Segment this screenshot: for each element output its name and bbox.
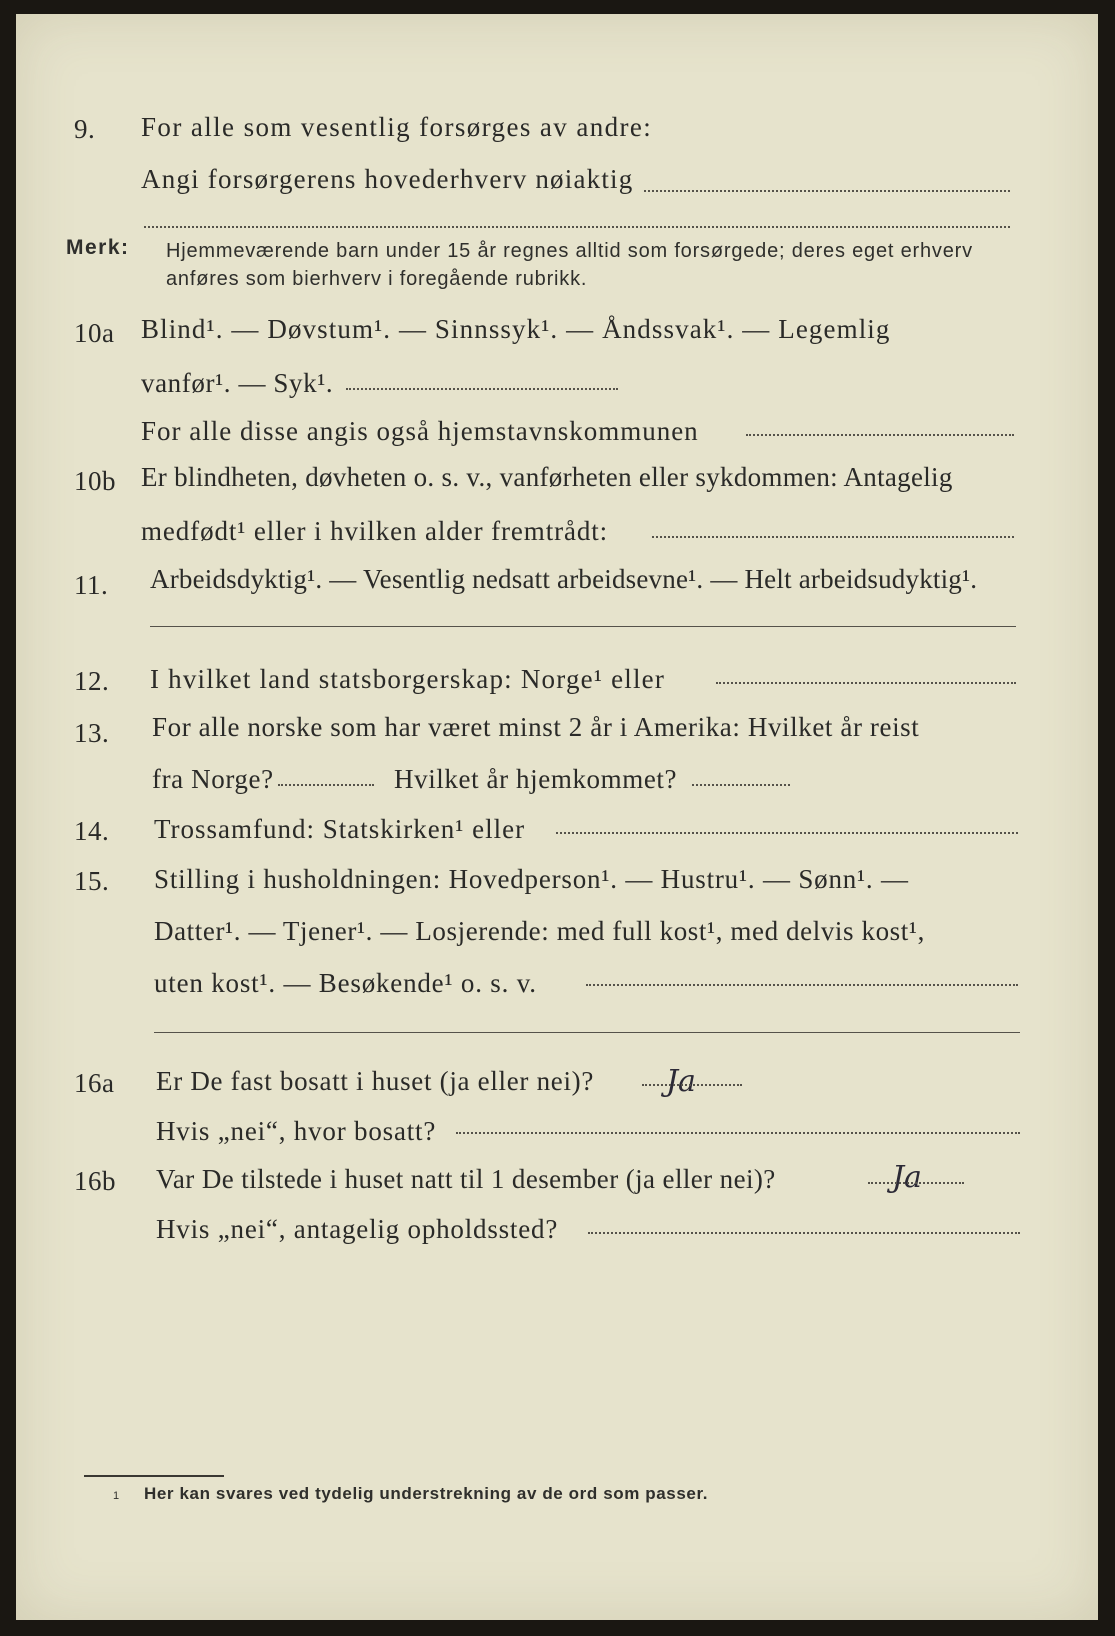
census-form-page xyxy=(16,14,1098,1620)
q13-line2a: fra Norge? xyxy=(152,764,274,794)
q10a-line1: Blind¹. — Døvstum¹. — Sinnssyk¹. — Åndssvak¹. — Legemlig xyxy=(141,314,891,344)
q11-answer-field[interactable] xyxy=(150,626,1016,627)
q15-number: 15. xyxy=(74,866,110,896)
q10b-answer-field[interactable] xyxy=(652,536,1014,538)
q10a-answer-field[interactable] xyxy=(346,388,618,390)
q16b-line1: Var De tilstede i huset natt til 1 desember (ja eller nei)? xyxy=(156,1164,776,1194)
merk-note-line2: anføres som bierhverv i foregående rubrikk. xyxy=(166,268,588,290)
q14-answer-field[interactable] xyxy=(556,832,1018,834)
q13-reist-field[interactable] xyxy=(278,784,374,786)
q10a-hjemstavn-field[interactable] xyxy=(746,434,1014,436)
merk-note-line1: Hjemmeværende barn under 15 år regnes alltid som forsørgede; deres eget erhverv xyxy=(166,240,973,262)
q16a-answer-field[interactable] xyxy=(642,1084,742,1086)
q12-line1: I hvilket land statsborgerskap: Norge¹ eller xyxy=(150,664,666,694)
q15-answer-field-2[interactable] xyxy=(154,1032,1020,1033)
q12-number: 12. xyxy=(74,666,110,696)
footnote-rule xyxy=(84,1475,224,1477)
q9-subquestion: Angi forsørgerens hovederhverv nøiaktig xyxy=(141,164,634,194)
q13-line1: For alle norske som har været minst 2 år i Amerika: Hvilket år reist xyxy=(152,712,920,742)
q10b-line2: medfødt¹ eller i hvilken alder fremtrådt: xyxy=(141,516,609,546)
q10a-number: 10a xyxy=(74,318,115,348)
q16b-opholdssted-field[interactable] xyxy=(588,1232,1020,1234)
q13-number: 13. xyxy=(74,718,110,748)
q13-hjemkommet-field[interactable] xyxy=(692,784,790,786)
q16b-handwritten-answer: Ja xyxy=(892,1160,922,1195)
q11-number: 11. xyxy=(74,570,109,600)
q15-line2: Datter¹. — Tjener¹. — Losjerende: med full kost¹, med delvis kost¹, xyxy=(154,916,925,946)
q9-number: 9. xyxy=(74,114,96,144)
q9-answer-field-2[interactable] xyxy=(144,226,1010,228)
q16b-number: 16b xyxy=(74,1166,116,1196)
q14-number: 14. xyxy=(74,816,110,846)
q14-line1: Trossamfund: Statskirken¹ eller xyxy=(154,814,526,844)
merk-label: Merk: xyxy=(66,236,130,259)
q13-line2b: Hvilket år hjemkommet? xyxy=(394,764,678,794)
q16a-bosatt-field[interactable] xyxy=(456,1132,1020,1134)
q15-line3: uten kost¹. — Besøkende¹ o. s. v. xyxy=(154,968,537,998)
q16a-line2: Hvis „nei“, hvor bosatt? xyxy=(156,1116,437,1146)
q15-line1: Stilling i husholdningen: Hovedperson¹. — Hustru¹. — Sønn¹. — xyxy=(154,864,909,894)
q10a-line3: For alle disse angis også hjemstavnskommunen xyxy=(141,416,699,446)
q10b-number: 10b xyxy=(74,466,116,496)
q16a-number: 16a xyxy=(74,1068,115,1098)
q11-line1: Arbeidsdyktig¹. — Vesentlig nedsatt arbeidsevne¹. — Helt arbeidsudyktig¹. xyxy=(150,564,978,594)
q16a-line1: Er De fast bosatt i huset (ja eller nei)? xyxy=(156,1066,595,1096)
q10a-line2: vanfør¹. — Syk¹. xyxy=(141,368,334,398)
q9-question: For alle som vesentlig forsørges av andre: xyxy=(141,112,653,142)
q9-answer-field[interactable] xyxy=(644,190,1010,192)
q15-answer-field[interactable] xyxy=(586,984,1018,986)
footnote-text: Her kan svares ved tydelig understrekning av de ord som passer. xyxy=(144,1484,709,1503)
q10b-line1: Er blindheten, døvheten o. s. v., vanførheten eller sykdommen: Antagelig xyxy=(141,462,953,492)
q16b-answer-field[interactable] xyxy=(868,1182,964,1184)
q16b-line2: Hvis „nei“, antagelig opholdssted? xyxy=(156,1214,559,1244)
footnote-marker: 1 xyxy=(113,1490,120,1502)
q12-answer-field[interactable] xyxy=(716,682,1016,684)
q16a-handwritten-answer: Ja xyxy=(666,1064,696,1099)
